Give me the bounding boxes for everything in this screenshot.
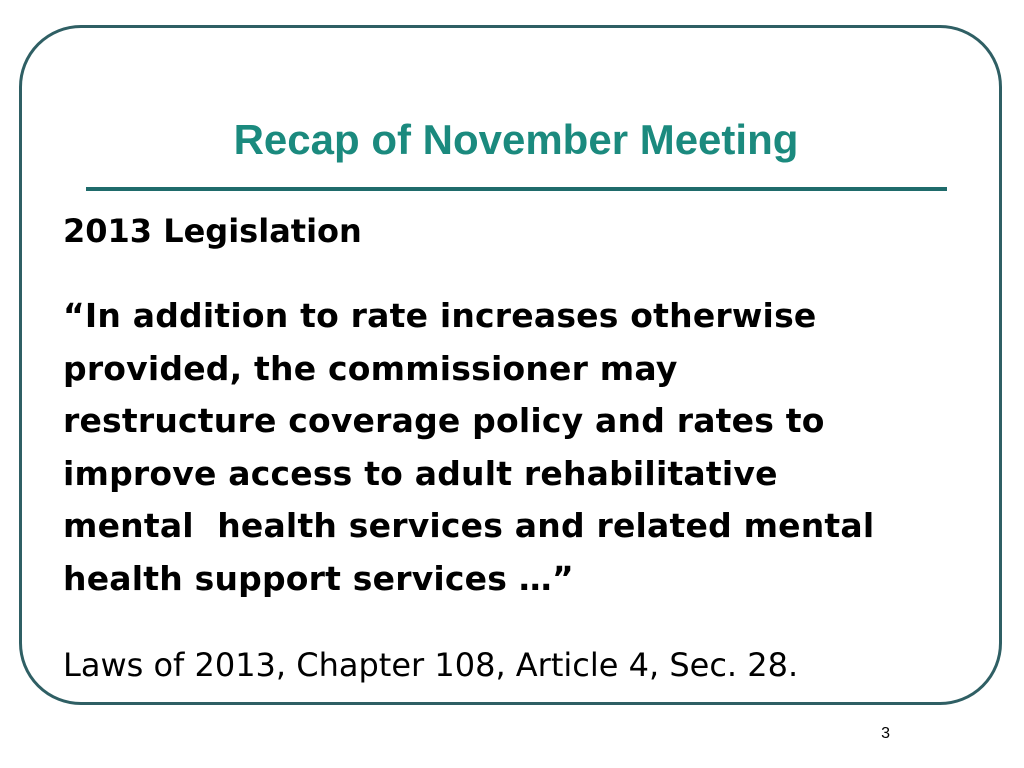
quote-line: provided, the commissioner may: [63, 348, 678, 388]
quote-line: “In addition to rate increases otherwise: [63, 296, 817, 335]
legislation-quote: [63, 290, 1003, 605]
title-underline-divider: [86, 187, 947, 191]
section-heading: 2013 Legislation: [63, 212, 362, 250]
page-number: 3: [881, 725, 890, 742]
quote-line: health support services …”: [63, 558, 574, 598]
law-citation: Laws of 2013, Chapter 108, Article 4, Sec. 28.: [63, 646, 799, 684]
quote-line: improve access to adult rehabilitative: [63, 453, 778, 493]
quote-line: mental health services and related mental: [63, 506, 875, 545]
slide-title: Recap of November Meeting: [233, 116, 799, 163]
quote-line: restructure coverage policy and rates to: [63, 401, 825, 440]
